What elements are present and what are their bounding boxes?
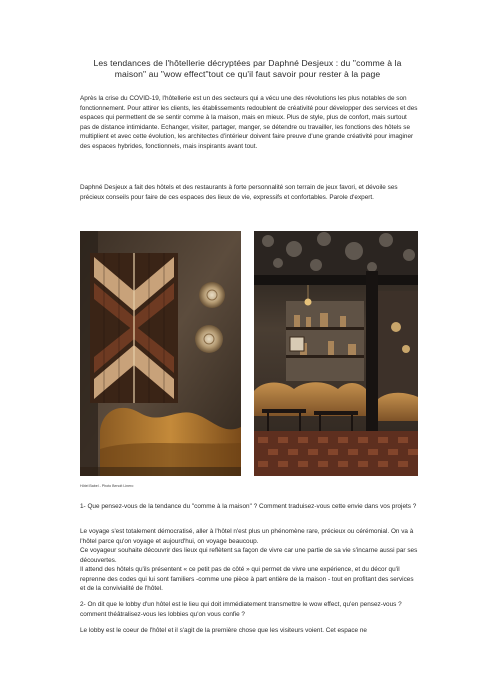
restaurant-interior-illustration	[254, 231, 418, 476]
hotel-textile-wall-illustration	[80, 231, 241, 476]
answer-2: Le lobby est le coeur de l'hôtel et il s'agit de la première chose que les visiteurs voient. Cet espace ne	[80, 627, 367, 634]
answer-1-line-3: Il attend des hôtels qu'ils présentent « ce petit pas de côté » qui permet de vivre une expérience, et du décor qu'il reprenne des codes qui lui sont familiers -comme une pièce à part entière de la maison - tout en profitant des services et de la convivialité de l'hôtel.	[80, 566, 414, 592]
hotel-textile-wall-photo	[80, 231, 241, 476]
restaurant-interior-photo	[254, 231, 418, 476]
second-paragraph: Daphné Desjeux a fait des hôtels et des restaurants à forte personnalité son terrain de jeux favori, et dévoile ses précieux conseils pour faire de ces espaces des lieux de vie, expressifs et confortables. Parole d'expert.	[80, 184, 398, 201]
article-title-line-2: maison" au "wow effect"tout ce qu'il faut savoir pour rester à la page	[114, 69, 381, 79]
intro-paragraph: Après la crise du COVID-19, l'hôtellerie est un des secteurs qui a vécu une des révolutions les plus notables de son fonctionnement. Pour attirer les clients, les établissements redoublent de créativité pour développer des services et des espaces qui permettent de se sentir comme à la maison, mais en mieux. Plus de style, plus de confort, mais surtout pas de distance intimidante. Echanger, visiter, partager, manger, se détendre ou travailler, les fonctions des hôtels se multiplient et avec cette évolution, les architectes d'intérieur doivent faire preuve d'une grande créativité pour imaginer des espaces hybrides, fonctionnels, mais inspirants avant tout.	[80, 95, 418, 150]
article-title-line-1: Les tendances de l'hôtellerie décryptées par Daphné Desjeux : du "comme à la	[93, 58, 402, 68]
answer-1-line-1: Le voyage s'est totalement démocratisé, aller à l'hôtel n'est plus un phénomène rare, précieux ou cérémonial. On va à l'hôtel parce qu'on voyage et aujourd'hui, on voyage beaucoup.	[80, 528, 414, 545]
article-title	[70, 58, 425, 80]
question-2: 2- On dit que le lobby d'un hôtel est le lieu qui doit immédiatement transmettre le wow effect, qu'en pensez-vous ? comment théâtralisez-vous les lobbies qu'on vous confie ?	[80, 601, 402, 618]
answer-1	[80, 527, 418, 594]
answer-1-line-2: Ce voyageur souhaite découvrir des lieux qui reflètent sa façon de vivre car une partie de sa vie s'incarne aussi par ses découvertes.	[80, 547, 418, 564]
question-1: 1- Que pensez-vous de la tendance du "comme à la maison" ? Comment traduisez-vous cette envie dans vos projets ?	[80, 503, 417, 510]
photo-row	[80, 231, 418, 476]
photo-caption: Hôtel Babel - Photo Benoit Linero	[80, 484, 134, 488]
